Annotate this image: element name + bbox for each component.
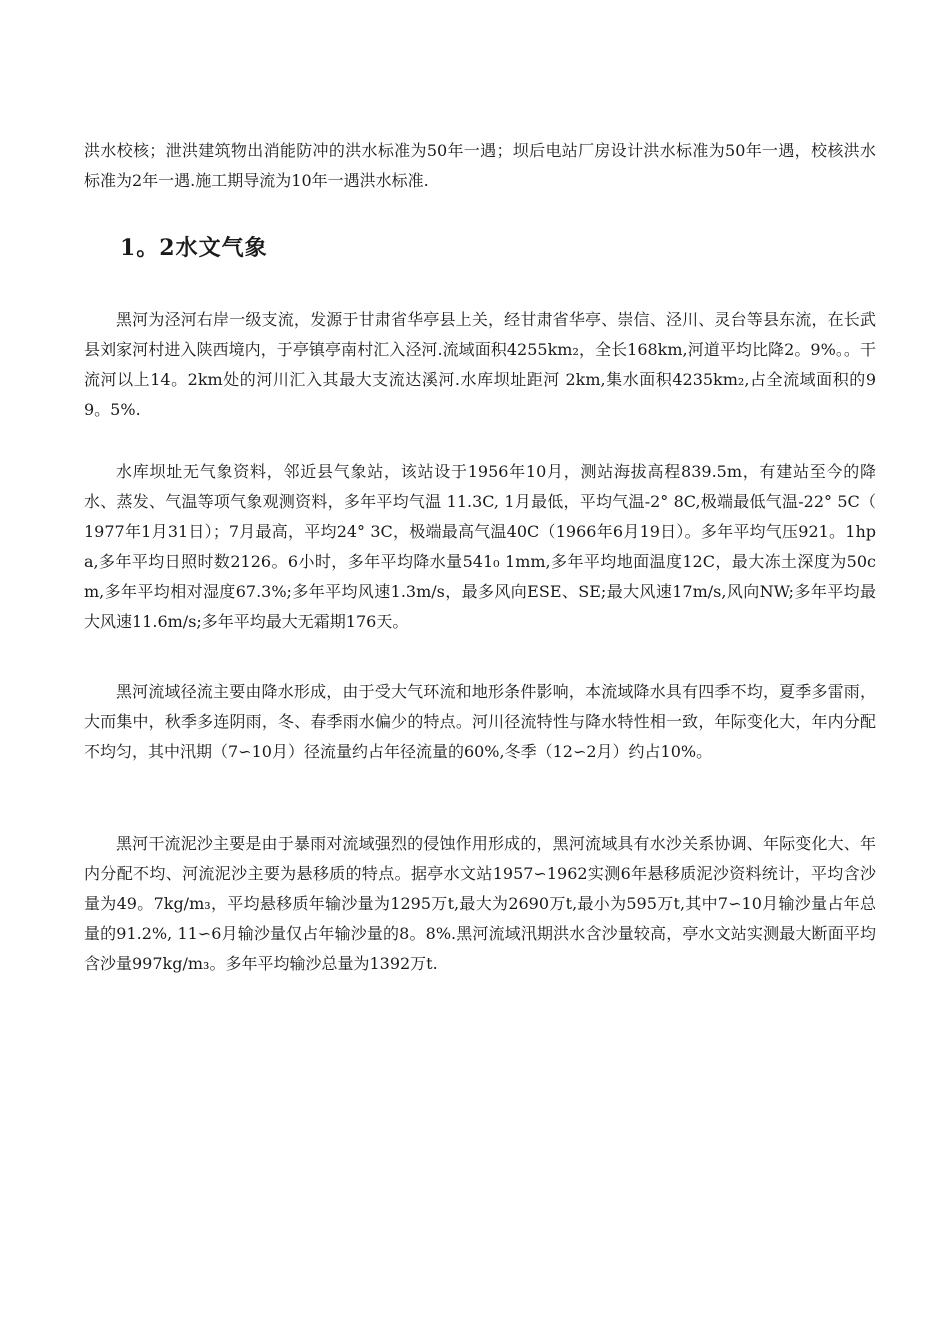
paragraph-meteorology: 水库坝址无气象资料，邻近县气象站，该站设于1956年10月，测站海拔高程839.5m，有建站至今的降水、蒸发、气温等项气象观测资料，多年平均气温 11.3C, 1月最低，平均气温-2° 8C,极端最低气温-22° 5C（ 1977年1月31日）；7月最高，平均24° 3C，极端最高气温40C（1966年6月19日）。多年平均气压921。1hpa,多年平均日照时数2126。6小时，多年平均降水量541₀ 1mm,多年平均地面温度12C，最大冻土深度为50cm,多年平均相对湿度67.3%;多年平均风速1.3m/s，最多风向ESE、SE;最大风速17m/s,风向NW;多年平均最大风速11.6m/s;多年平均最大无霜期176天。 <box>84 462 876 631</box>
paragraph-sediment: 黑河干流泥沙主要是由于暴雨对流域强烈的侵蚀作用形成的，黑河流域具有水沙关系协调、年际变化大、年内分配不均、河流泥沙主要为悬移质的特点。据亭水文站1957∽1962实测6年悬移质泥沙资料统计，平均含沙量为49。7kg/m₃，平均悬移质年输沙量为1295万t,最大为2690万t,最小为595万t,其中7∽10月输沙量占年总量的91.2%, 11∽6月输沙量仅占年输沙量的8。8%.黑河流域汛期洪水含沙量较高，亭水文站实测最大断面平均含沙量997kg/m₃。多年平均输沙总量为1392万t. <box>84 834 876 973</box>
paragraph-river-overview: 黑河为泾河右岸一级支流，发源于甘肃省华亭县上关，经甘肃省华亭、崇信、泾川、灵台等县东流，在长武县刘家河村进入陕西境内，于亭镇亭南村汇入泾河.流域面积4255km₂，全长168km,河道平均比降2。9%。。干流河以上14。2km处的河川汇入其最大支流达溪河.水库坝址距河 2km,集水面积4235km₂,占全流域面积的99。5%. <box>84 310 876 419</box>
continuation-paragraph: 洪水校核；泄洪建筑物出消能防冲的洪水标准为50年一遇；坝后电站厂房设计洪水标准为50年一遇，校核洪水标准为2年一遇.施工期导流为10年一遇洪水标准. <box>84 141 876 190</box>
paragraph-runoff: 黑河流域径流主要由降水形成，由于受大气环流和地形条件影响，本流域降水具有四季不均，夏季多雷雨，大而集中，秋季多连阴雨，冬、春季雨水偏少的特点。河川径流特性与降水特性相一致，年际变化大，年内分配不均匀，其中汛期（7∽10月）径流量约占年径流量的60%,冬季（12∽2月）约占10%。 <box>84 682 876 761</box>
section-heading: 1。2水文气象 <box>120 235 268 262</box>
